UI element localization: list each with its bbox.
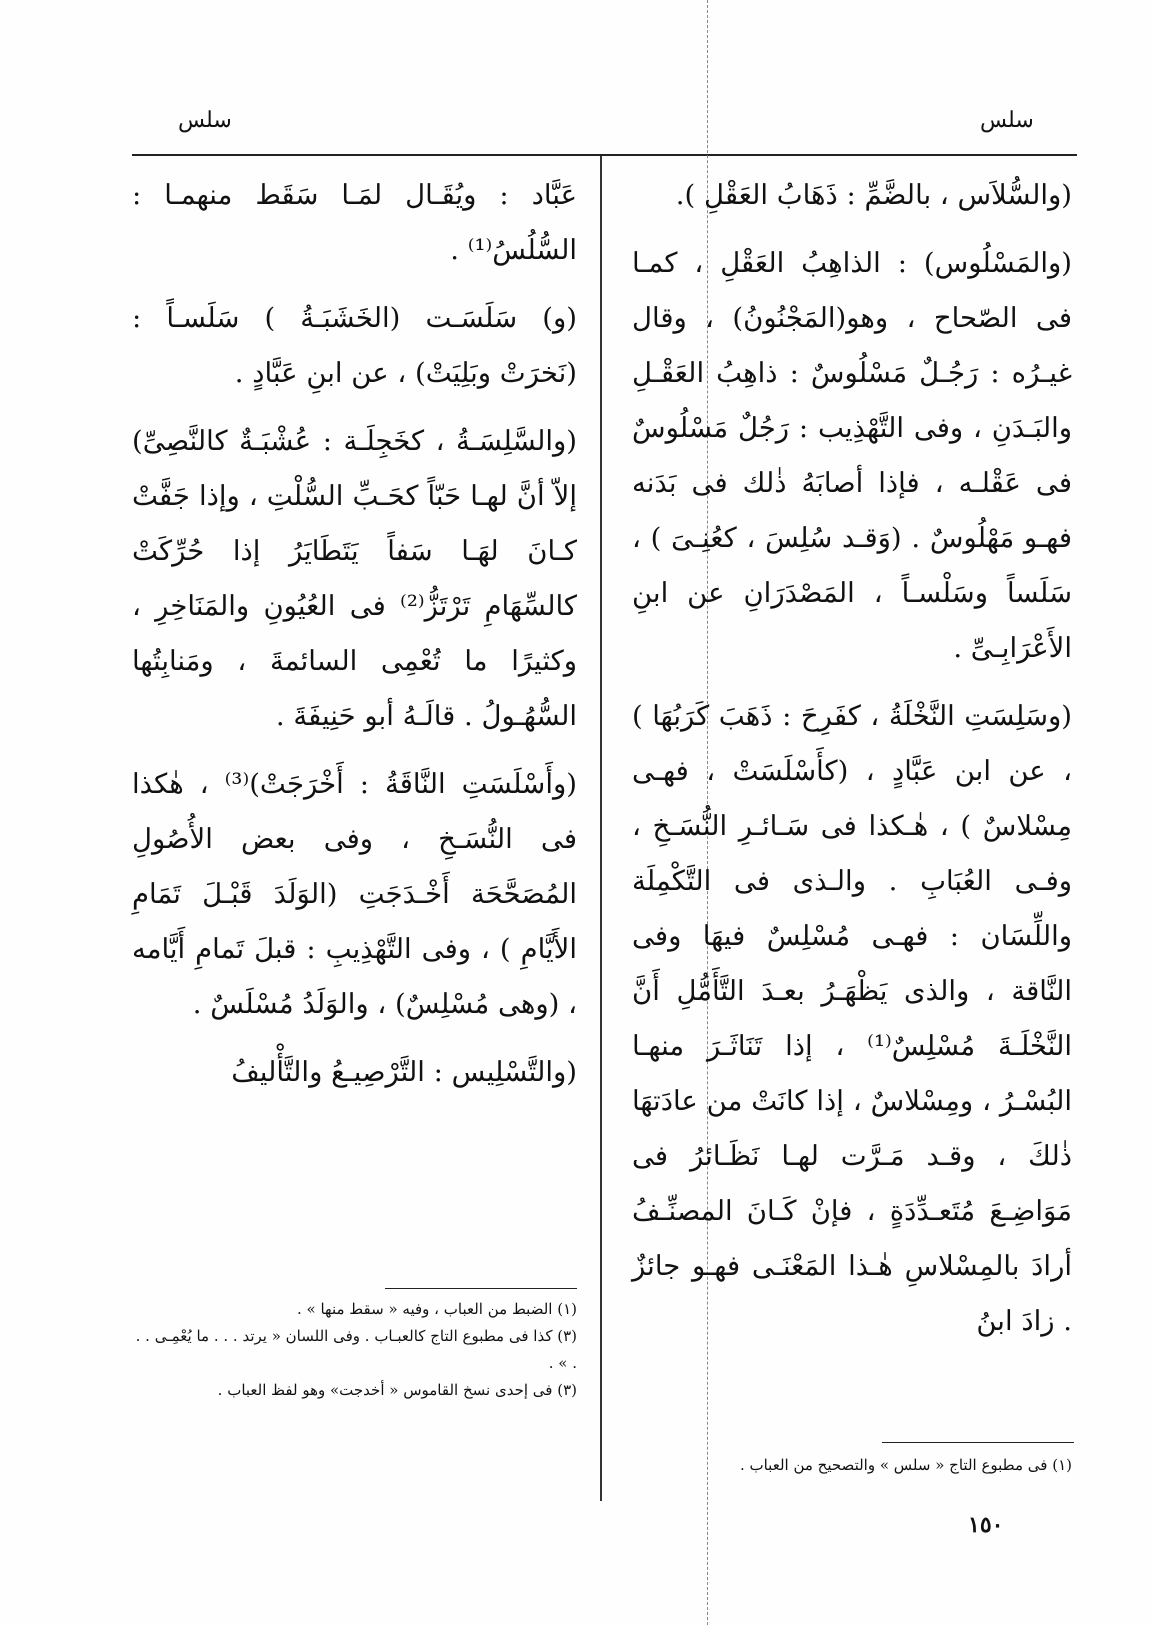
footnote-rule-right [882,1442,1074,1443]
running-head-left: سلس [178,108,232,133]
footnotes-left [132,1296,577,1404]
left-paragraph-4: (وأَسْلَسَتِ النَّاقَةُ : أَخْرَجَتْ)⁽³⁾ ، هٰكذا فى النُّسَـخِ ، وفى بعض الأُصُولِ المُصَحَّحَة أَخْـدَجَتِ (الوَلَدَ قَبْـلَ تَمَامِ الأَيَّامِ ) ، وفى التَّهْذِيبِ : قبلَ تَمامِ أَيَّامه ، (وهى مُسْلِسٌ) ، والوَلَدُ مُسْلَسٌ . [132,768,577,1020]
footnote: (١) فى مطبوع التاج « سلس » والتصحيح من العباب . [739,1456,1072,1474]
right-column [632,168,1072,1362]
footnote: (٣) فى إحدى نسخ القاموس « أخدجت» وهو لفظ العباب . [217,1381,577,1399]
running-head-right: سلس [980,108,1034,133]
footnote: (١) الضبط من العباب ، وفيه « سقط منها » . [297,1300,577,1318]
footnote-rule-left [385,1288,577,1289]
right-paragraph-2: (والمَسْلُوس) : الذاهِبُ العَقْلِ ، كمـا فى الصّحاح ، وهو(المَجْنُونُ) ، وقال غيـرُه : رَجُـلٌ مَسْلُوسٌ : ذاهِبُ العَقْـلِ والبَـدَنِ ، وفى التَّهْذِيب : رَجُلٌ مَسْلُوسٌ فى عَقْلـه ، فإذا أصابَهُ ذٰلك فى بَدَنه فهـو مَهْلُوسٌ . (وَقـد سُلِسَ ، كعُنِـىَ ) ، سَلَساً وسَلْسـاً ، المَصْدَرَانِ عن ابنِ الأَعْرَابِـىِّ . [632,247,1072,664]
left-column [132,168,577,1113]
left-paragraph-2: (و) سَلَسَـت (الخَشَبَـةُ ) سَلَسـاً : (نَخرَتْ وبَلِيَتْ) ، عن ابنِ عَبَّادٍ . [132,302,577,389]
footnotes-right [630,1452,1072,1479]
header-rule [132,154,1077,156]
footnote: (٣) كذا فى مطبوع التاج كالعبـاب . وفى اللسان « يرتد . . . ما يُعْمِـى . . . » . [135,1327,577,1372]
page-number: ١٥٠ [968,1512,1004,1538]
left-paragraph-5: (والتَّسْلِيس : التَّرْصِيـعُ والتَّأْليفُ [231,1056,577,1088]
right-paragraph-1: (والسُّلاَس ، بالضَّمِّ : ذَهَابُ العَقْلِ ). [675,179,1072,211]
right-paragraph-3: (وسَلِسَتِ النَّخْلَةُ ، كفَرِحَ : ذَهَبَ كَرَبُهَا ) ، عن ابن عَبَّادٍ ، (كأَسْلَسَتْ ، فهـى مِسْلاسٌ ) ، هٰـكذا فى سَـائـرِ النُّسَـخِ ، وفـى العُبَابِ . والـذى فى التَّكْمِلَة واللِّسَان : فهـى مُسْلِسٌ فيهَا وفى النَّاقة ، والذى يَظْهَـرُ بعـدَ التَّأَمُّلِ أَنَّ النَّخْلَـةَ مُسْلِسٌ⁽¹⁾ ، إذا تَنَاثَـرَ منهـا البُسْـرُ ، ومِسْلاسٌ ، إذا كانَتْ من عادَتهَا ذٰلكَ ، وقـد مَـرَّت لهـا نَظَـائرُ فى مَوَاضِـعَ مُتَعـدِّدَةٍ ، فإنْ كَـانَ المصنِّـفُ أرادَ بالمِسْلاسِ هٰـذا المَعْنَـى فهـو جائزٌ . زادَ ابنُ [632,700,1072,1337]
left-paragraph-1: عَبَّاد : ويُقَـال لمَـا سَقَط منهمـا : السُّلُسُ⁽¹⁾ . [132,179,577,266]
column-divider [600,156,602,1501]
left-paragraph-3: (والسَّلِسَـةُ ، كخَجِلَـة : عُشْبَـةٌ كالنَّصِىِّ) إلاّ أنَّ لهـا حَبّاً كحَـبِّ السُّلْتِ ، وإذا جَفَّتْ كـانَ لهَـا سَفاً يَتَطَايَرُ إذا حُرِّكَتْ كالسِّهَامِ تَرْتَزُّ⁽²⁾ فى العُيُونِ والمَنَاخِرِ ، وكثيرًا ما تُعْمِى السائمةَ ، ومَنابِتُها السُّهُـولُ . قالَـهُ أبو حَنِيفَةَ . [132,425,577,732]
